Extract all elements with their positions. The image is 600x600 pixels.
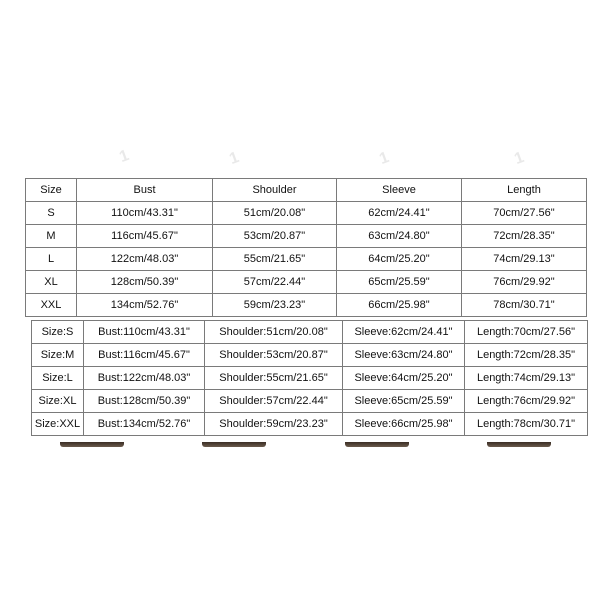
length-cell: Length:72cm/28.35" [465,344,588,367]
sleeve-cell: Sleeve:64cm/25.20" [343,367,465,390]
sleeve-cell: Sleeve:66cm/25.98" [343,413,465,436]
table-row [26,202,587,225]
table-row [26,248,587,271]
product-photo-edge [202,442,266,447]
bust-cell: 134cm/52.76" [77,294,213,317]
product-photo-edge [487,442,551,447]
shoulder-cell: 59cm/23.23" [213,294,337,317]
sleeve-cell: 62cm/24.41" [337,202,462,225]
watermark: 1 [377,149,392,169]
bust-cell: 122cm/48.03" [77,248,213,271]
bust-cell: 116cm/45.67" [77,225,213,248]
table-row [26,294,587,317]
table-row [32,321,588,344]
table-row [32,344,588,367]
table-row [32,413,588,436]
bust-cell: Bust:128cm/50.39" [84,390,205,413]
size-cell: S [26,202,77,225]
sleeve-cell: Sleeve:63cm/24.80" [343,344,465,367]
table-row [32,390,588,413]
sleeve-cell: Sleeve:62cm/24.41" [343,321,465,344]
length-cell: Length:78cm/30.71" [465,413,588,436]
size-cell: XL [26,271,77,294]
bust-cell: Bust:110cm/43.31" [84,321,205,344]
sleeve-cell: 64cm/25.20" [337,248,462,271]
size-cell: M [26,225,77,248]
bust-cell: Bust:122cm/48.03" [84,367,205,390]
bust-cell: 128cm/50.39" [77,271,213,294]
length-cell: Length:74cm/29.13" [465,367,588,390]
shoulder-cell: 57cm/22.44" [213,271,337,294]
bust-cell: Bust:116cm/45.67" [84,344,205,367]
table-row [26,271,587,294]
length-cell: 74cm/29.13" [462,248,587,271]
shoulder-cell: 53cm/20.87" [213,225,337,248]
header-cell: Length [462,179,587,202]
table-row [26,225,587,248]
length-cell: 78cm/30.71" [462,294,587,317]
length-cell: 76cm/29.92" [462,271,587,294]
size-table [25,178,587,317]
size-cell: Size:M [32,344,84,367]
shoulder-cell: Shoulder:53cm/20.87" [205,344,343,367]
table-header-row [26,179,587,202]
header-cell: Bust [77,179,213,202]
bust-cell: Bust:134cm/52.76" [84,413,205,436]
header-cell: Size [26,179,77,202]
table-row [32,367,588,390]
watermark: 1 [512,149,527,169]
size-cell: Size:L [32,367,84,390]
length-cell: 72cm/28.35" [462,225,587,248]
bust-cell: 110cm/43.31" [77,202,213,225]
shoulder-cell: 51cm/20.08" [213,202,337,225]
shoulder-cell: 55cm/21.65" [213,248,337,271]
size-cell: Size:XL [32,390,84,413]
length-cell: 70cm/27.56" [462,202,587,225]
watermark: 1 [117,147,132,167]
size-cell: Size:XXL [32,413,84,436]
size-cell: L [26,248,77,271]
header-cell: Shoulder [213,179,337,202]
size-cell: Size:S [32,321,84,344]
header-cell: Sleeve [337,179,462,202]
shoulder-cell: Shoulder:57cm/22.44" [205,390,343,413]
product-photo-edge [345,442,409,447]
shoulder-cell: Shoulder:51cm/20.08" [205,321,343,344]
size-cell: XXL [26,294,77,317]
shoulder-cell: Shoulder:59cm/23.23" [205,413,343,436]
shoulder-cell: Shoulder:55cm/21.65" [205,367,343,390]
length-cell: Length:70cm/27.56" [465,321,588,344]
sleeve-cell: 65cm/25.59" [337,271,462,294]
sleeve-cell: Sleeve:65cm/25.59" [343,390,465,413]
length-cell: Length:76cm/29.92" [465,390,588,413]
watermark: 1 [227,149,242,169]
size-label-table [31,320,588,436]
sleeve-cell: 66cm/25.98" [337,294,462,317]
product-photo-edge [60,442,124,447]
sleeve-cell: 63cm/24.80" [337,225,462,248]
